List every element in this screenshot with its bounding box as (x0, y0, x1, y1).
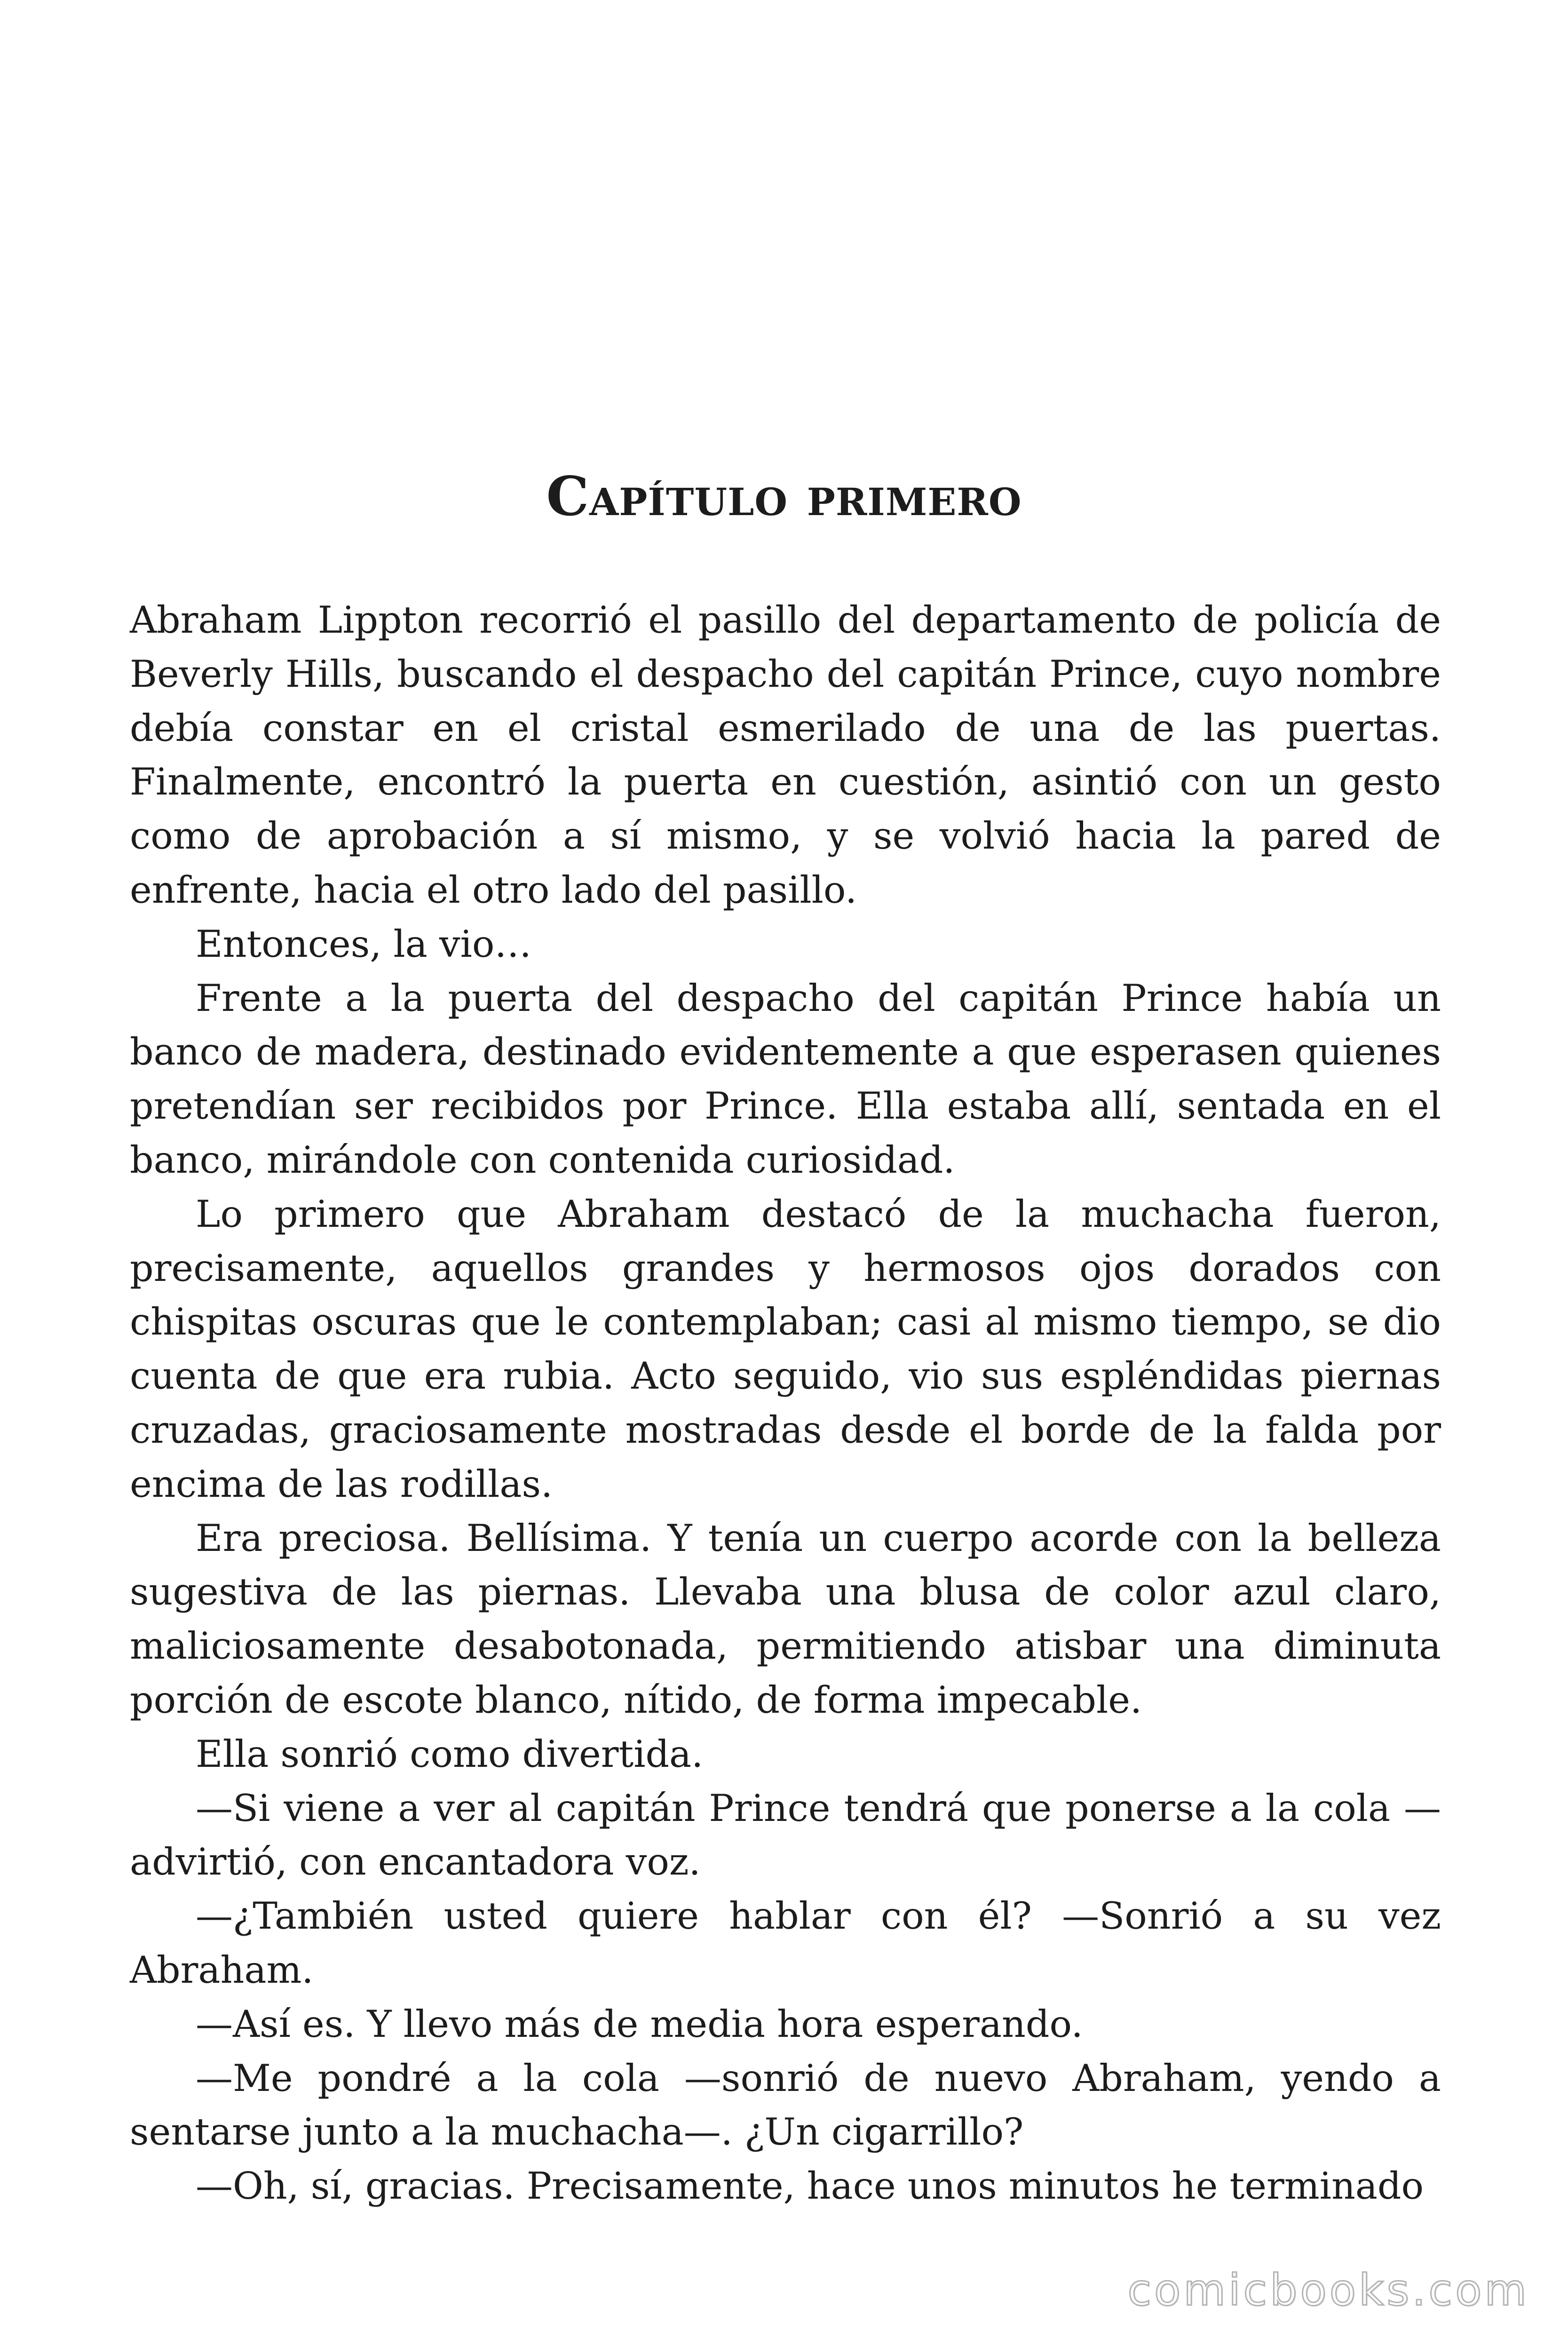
paragraph: Entonces, la vio… (196, 922, 532, 966)
dialogue-line: —Así es. Y llevo más de media hora esperando. (196, 2002, 1083, 2046)
dialogue-line: —Oh, sí, gracias. Precisamente, hace unos minutos he terminado (196, 2164, 1424, 2208)
dialogue-line: —¿También usted quiere hablar con él? —Sonrió a su vez Abraham. (130, 1894, 1441, 1992)
paragraph: Ella sonrió como divertida. (196, 1732, 704, 1776)
dialogue-line: —Si viene a ver al capitán Prince tendrá que ponerse a la cola —advirtió, con encantadora voz. (130, 1786, 1441, 1884)
paragraph: Frente a la puerta del despacho del capitán Prince había un banco de madera, destinado evidentemente a que esperasen quienes pretendían ser recibidos por Prince. Ella estaba allí, sentada en el banco, mirándole con contenida curiosidad. (130, 976, 1441, 1182)
paragraph: Lo primero que Abraham destacó de la muchacha fueron, precisamente, aquellos grandes y hermosos ojos dorados con chispitas oscuras que le contemplaban; casi al mismo tiempo, se dio cuenta de que era rubia. Acto seguido, vio sus espléndidas piernas cruzadas, graciosamente mostradas desde el borde de la falda por encima de las rodillas. (130, 1192, 1441, 1506)
paragraph: Era preciosa. Bellísima. Y tenía un cuerpo acorde con la belleza sugestiva de las piernas. Llevaba una blusa de color azul claro, maliciosamente desabotonada, permitiendo atisbar una diminuta porción de escote blanco, nítido, de forma impecable. (130, 1516, 1441, 1722)
chapter-title: Capítulo primero (546, 465, 1022, 528)
dialogue-line: —Me pondré a la cola —sonrió de nuevo Abraham, yendo a sentarse junto a la muchacha—. ¿Un cigarrillo? (130, 2056, 1441, 2154)
chapter-body (130, 593, 1441, 2213)
paragraph: Abraham Lippton recorrió el pasillo del departamento de policía de Beverly Hills, buscando el despacho del capitán Prince, cuyo nombre debía constar en el cristal esmerilado de una de las puertas. Finalmente, encontró la puerta en cuestión, asintió con un gesto como de aprobación a sí mismo, y se volvió hacia la pared de enfrente, hacia el otro lado del pasillo. (130, 598, 1441, 912)
watermark-text: comicbooks.com (1127, 2265, 1529, 2315)
